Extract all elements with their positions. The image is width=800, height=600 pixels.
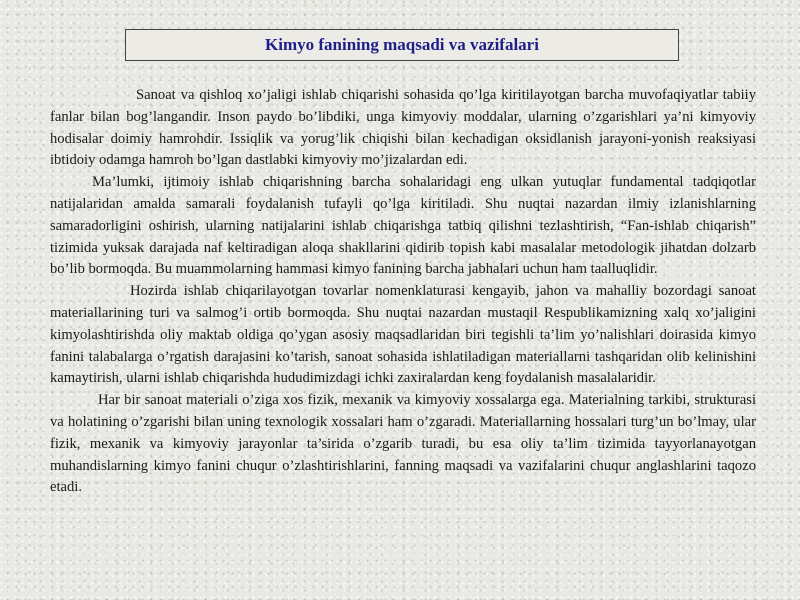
paragraph-4: Har bir sanoat materiali o’ziga xos fizik, mexanik va kimyoviy xossalarga ega. Materialning tarkibi, strukturasi va holatining o’zgarishi bilan uning texnologik xossalari ham o’zgaradi. Materiallarning hossalari turg’un bo’lmay, ular fizik, mexanik va kimyoviy jarayonlar ta’sirida o’zgarib turadi, bu esa oliy ta’lim tizimida tayyorlanayotgan muhandislarning kimyo fanini chuqur o’zlashtirishlarini, fanning maqsadi va vazifalarini chuqur anglashlarini taqozo etadi. xyxy=(50,392,756,496)
paragraph-2: Ma’lumki, ijtimoiy ishlab chiqarishning barcha sohalaridagi eng ulkan yutuqlar fundamental tadqiqotlar natijalaridan amalda samarali foydalanish tufayli qo’lga kiritiladi. Shu nuqtai nazardan ilmiy izlanishlarning samaradorligini oshirish, ularning natijalarini ishlab chiqarishga tatbiq qilishni tezlashtirish, “Fan-ishlab chiqarish” tizimida yuksak darajada naf keltiradigan aloqa shakllarini qidirib topish kabi masalalar metodologik jihatdan dolzarb bo’lib bormoqda. Bu muammolarning hammasi kimyo fanining barcha jabhalari uchun ham taalluqlidir. xyxy=(50,174,756,278)
paragraph-3: Hozirda ishlab chiqarilayotgan tovarlar nomenklaturasi kengayib, jahon va mahalliy bozordagi sanoat materiallarining turi va salmog’i ortib bormoqda. Shu nuqtai nazardan mustaqil Respublikamizning xalq xo’jaligini kimyolashtirishda oliy maktab oldiga qo’ygan asosiy maqsadlaridan biri tegishli ta’lim yo’nalishlari doirasida kimyo fanini talabalarga o’rgatish darajasini ko’tarish, sanoat sohasida ishlatiladigan materiallarni tashqaridan olib kelinishini kamaytirish, ularni ishlab chiqarishda hududimizdagi ichki zaxiralardan keng foydalanish masalalaridir. xyxy=(50,283,756,387)
document-body xyxy=(50,85,756,499)
page-title: Kimyo fanining maqsadi va vazifalari xyxy=(265,35,539,54)
title-box xyxy=(125,29,679,61)
paragraph-1: Sanoat va qishloq xo’jaligi ishlab chiqarishi sohasida qo’lga kiritilayotgan barcha muvofaqiyatlar tabiiy fanlar bilan bog’langandir. Inson paydo bo’libdiki, unga kimyoviy moddalar, ularning o’zgarishlari ya’ni kimyoviy hodisalar doimiy hamrohdir. Issiqlik va yorug’lik chiqishi bilan kechadigan oksidlanish jarayoni-yonish reaksiyasi ibtidoiy odamga hamroh bo’lgan dastlabki kimyoviy mo’jizalardan edi. xyxy=(50,87,756,169)
